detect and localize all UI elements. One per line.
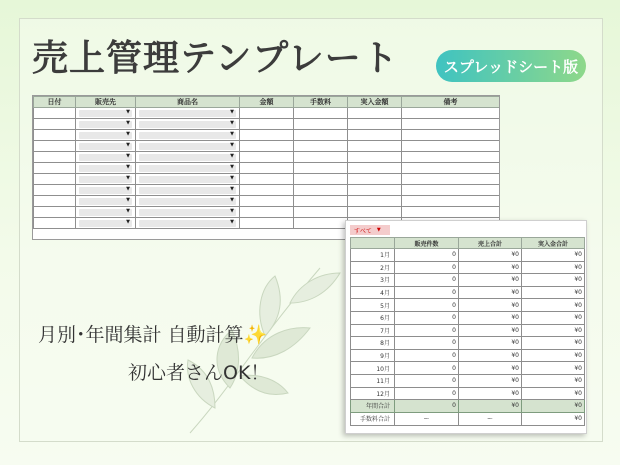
product-cell[interactable] bbox=[136, 141, 240, 152]
count-cell: 0 bbox=[395, 374, 459, 387]
count-cell: ー bbox=[395, 412, 459, 425]
amount-cell[interactable] bbox=[240, 185, 294, 196]
net-amount-cell[interactable] bbox=[348, 108, 402, 119]
net-cell: ¥0 bbox=[522, 337, 585, 350]
header-sales-total: 売上合計 bbox=[459, 238, 522, 249]
count-cell: 0 bbox=[395, 387, 459, 400]
summary-row bbox=[351, 337, 585, 350]
customer-dropdown[interactable] bbox=[79, 132, 132, 139]
customer-cell[interactable] bbox=[76, 207, 136, 218]
remarks-cell[interactable] bbox=[402, 119, 500, 130]
sales-cell: ¥0 bbox=[459, 387, 522, 400]
month-label: 7月 bbox=[351, 324, 395, 337]
count-cell: 0 bbox=[395, 311, 459, 324]
table-row bbox=[34, 130, 500, 141]
date-cell[interactable] bbox=[34, 163, 76, 174]
amount-cell[interactable] bbox=[240, 119, 294, 130]
summary-row bbox=[351, 274, 585, 287]
product-dropdown[interactable] bbox=[139, 220, 236, 227]
fee-cell[interactable] bbox=[294, 163, 348, 174]
fee-cell[interactable] bbox=[294, 196, 348, 207]
page-title: 売上管理テンプレート bbox=[32, 38, 399, 79]
net-cell: ¥0 bbox=[522, 249, 585, 262]
customer-cell[interactable] bbox=[76, 218, 136, 229]
amount-cell[interactable] bbox=[240, 152, 294, 163]
product-dropdown[interactable] bbox=[139, 121, 236, 128]
net-amount-cell[interactable] bbox=[348, 141, 402, 152]
remarks-cell[interactable] bbox=[402, 163, 500, 174]
product-cell[interactable] bbox=[136, 174, 240, 185]
remarks-cell[interactable] bbox=[402, 130, 500, 141]
sales-cell: ¥0 bbox=[459, 261, 522, 274]
count-cell: 0 bbox=[395, 324, 459, 337]
customer-cell[interactable] bbox=[76, 108, 136, 119]
net-amount-cell[interactable] bbox=[348, 130, 402, 141]
net-cell: ¥0 bbox=[522, 261, 585, 274]
amount-cell[interactable] bbox=[240, 174, 294, 185]
count-cell: 0 bbox=[395, 299, 459, 312]
header-product: 商品名 bbox=[136, 97, 240, 108]
header-date: 日付 bbox=[34, 97, 76, 108]
remarks-cell[interactable] bbox=[402, 152, 500, 163]
net-amount-cell[interactable] bbox=[348, 119, 402, 130]
header-net-total: 実入金合計 bbox=[522, 238, 585, 249]
net-cell: ¥0 bbox=[522, 274, 585, 287]
net-cell: ¥0 bbox=[522, 412, 585, 425]
header-amount: 金額 bbox=[240, 97, 294, 108]
count-cell: 0 bbox=[395, 349, 459, 362]
fee-cell[interactable] bbox=[294, 141, 348, 152]
sales-cell: ¥0 bbox=[459, 299, 522, 312]
customer-cell[interactable] bbox=[76, 141, 136, 152]
customer-dropdown[interactable] bbox=[79, 154, 132, 161]
customer-dropdown[interactable] bbox=[79, 209, 132, 216]
feature-note-text: 月別･年間集計 自動計算 bbox=[38, 324, 244, 346]
product-dropdown[interactable] bbox=[139, 176, 236, 183]
net-amount-cell[interactable] bbox=[348, 163, 402, 174]
remarks-cell[interactable] bbox=[402, 108, 500, 119]
remarks-cell[interactable] bbox=[402, 185, 500, 196]
product-cell[interactable] bbox=[136, 119, 240, 130]
net-amount-cell[interactable] bbox=[348, 174, 402, 185]
customer-dropdown[interactable] bbox=[79, 176, 132, 183]
fee-cell[interactable] bbox=[294, 130, 348, 141]
product-cell[interactable] bbox=[136, 207, 240, 218]
net-cell: ¥0 bbox=[522, 349, 585, 362]
customer-cell[interactable] bbox=[76, 119, 136, 130]
header-sales-count: 販売件数 bbox=[395, 238, 459, 249]
sales-cell: ¥0 bbox=[459, 274, 522, 287]
summary-row bbox=[351, 261, 585, 274]
date-cell[interactable] bbox=[34, 141, 76, 152]
summary-row bbox=[351, 311, 585, 324]
count-cell: 0 bbox=[395, 337, 459, 350]
count-cell: 0 bbox=[395, 249, 459, 262]
month-label: 11月 bbox=[351, 374, 395, 387]
summary-row bbox=[351, 362, 585, 375]
net-amount-cell[interactable] bbox=[348, 185, 402, 196]
date-cell[interactable] bbox=[34, 218, 76, 229]
header-customer: 販売先 bbox=[76, 97, 136, 108]
table-row bbox=[34, 207, 500, 218]
header-month bbox=[351, 238, 395, 249]
count-cell: 0 bbox=[395, 274, 459, 287]
product-cell[interactable] bbox=[136, 196, 240, 207]
month-label: 年間合計 bbox=[351, 400, 395, 413]
sales-cell: ¥0 bbox=[459, 286, 522, 299]
summary-row bbox=[351, 400, 585, 413]
fee-cell[interactable] bbox=[294, 152, 348, 163]
header-remarks: 備考 bbox=[402, 97, 500, 108]
customer-dropdown[interactable] bbox=[79, 110, 132, 117]
table-row bbox=[34, 108, 500, 119]
product-cell[interactable] bbox=[136, 185, 240, 196]
product-dropdown[interactable] bbox=[139, 187, 236, 194]
sales-cell: ¥0 bbox=[459, 337, 522, 350]
month-label: 10月 bbox=[351, 362, 395, 375]
month-label: 2月 bbox=[351, 261, 395, 274]
customer-cell[interactable] bbox=[76, 163, 136, 174]
sales-cell: ¥0 bbox=[459, 324, 522, 337]
table-row bbox=[34, 119, 500, 130]
sales-cell: ー bbox=[459, 412, 522, 425]
sales-header-row bbox=[34, 97, 500, 108]
product-dropdown[interactable] bbox=[139, 198, 236, 205]
remarks-cell[interactable] bbox=[402, 207, 500, 218]
summary-row bbox=[351, 286, 585, 299]
amount-cell[interactable] bbox=[240, 163, 294, 174]
net-cell: ¥0 bbox=[522, 299, 585, 312]
product-cell[interactable] bbox=[136, 152, 240, 163]
net-cell: ¥0 bbox=[522, 387, 585, 400]
product-dropdown[interactable] bbox=[139, 154, 236, 161]
date-cell[interactable] bbox=[34, 185, 76, 196]
summary-row bbox=[351, 349, 585, 362]
customer-cell[interactable] bbox=[76, 130, 136, 141]
summary-row bbox=[351, 387, 585, 400]
sales-sheet bbox=[32, 95, 500, 240]
product-dropdown[interactable] bbox=[139, 209, 236, 216]
amount-cell[interactable] bbox=[240, 196, 294, 207]
product-dropdown[interactable] bbox=[139, 165, 236, 172]
sales-cell: ¥0 bbox=[459, 362, 522, 375]
filter-label: すべて bbox=[354, 227, 372, 235]
customer-cell[interactable] bbox=[76, 152, 136, 163]
customer-dropdown[interactable] bbox=[79, 143, 132, 150]
summary-row bbox=[351, 374, 585, 387]
fee-cell[interactable] bbox=[294, 207, 348, 218]
customer-cell[interactable] bbox=[76, 196, 136, 207]
summary-sheet bbox=[345, 220, 587, 434]
net-cell: ¥0 bbox=[522, 400, 585, 413]
net-amount-cell[interactable] bbox=[348, 152, 402, 163]
date-cell[interactable] bbox=[34, 196, 76, 207]
customer-dropdown[interactable] bbox=[79, 220, 132, 227]
fee-cell[interactable] bbox=[294, 174, 348, 185]
month-label: 12月 bbox=[351, 387, 395, 400]
count-cell: 0 bbox=[395, 362, 459, 375]
product-dropdown[interactable] bbox=[139, 132, 236, 139]
remarks-cell[interactable] bbox=[402, 141, 500, 152]
amount-cell[interactable] bbox=[240, 207, 294, 218]
summary-row bbox=[351, 299, 585, 312]
net-cell: ¥0 bbox=[522, 311, 585, 324]
month-label: 9月 bbox=[351, 349, 395, 362]
date-cell[interactable] bbox=[34, 174, 76, 185]
customer-dropdown[interactable] bbox=[79, 187, 132, 194]
feature-note-auto-calc bbox=[38, 320, 267, 347]
table-row bbox=[34, 196, 500, 207]
product-cell[interactable] bbox=[136, 218, 240, 229]
month-label: 3月 bbox=[351, 274, 395, 287]
net-amount-cell[interactable] bbox=[348, 207, 402, 218]
product-cell[interactable] bbox=[136, 108, 240, 119]
customer-dropdown[interactable] bbox=[79, 198, 132, 205]
net-cell: ¥0 bbox=[522, 362, 585, 375]
sales-cell: ¥0 bbox=[459, 374, 522, 387]
summary-row bbox=[351, 249, 585, 262]
net-cell: ¥0 bbox=[522, 374, 585, 387]
summary-row bbox=[351, 324, 585, 337]
chevron-down-icon: ▼ bbox=[376, 227, 381, 233]
feature-note-beginner: 初心者さんOK！ bbox=[128, 362, 270, 384]
customer-cell[interactable] bbox=[76, 185, 136, 196]
table-row bbox=[34, 141, 500, 152]
filter-dropdown[interactable] bbox=[350, 225, 390, 235]
count-cell: 0 bbox=[395, 400, 459, 413]
fee-cell[interactable] bbox=[294, 218, 348, 229]
header-net-amount: 実入金額 bbox=[348, 97, 402, 108]
product-cell[interactable] bbox=[136, 163, 240, 174]
net-amount-cell[interactable] bbox=[348, 196, 402, 207]
table-row bbox=[34, 174, 500, 185]
count-cell: 0 bbox=[395, 261, 459, 274]
spreadsheet-badge: スプレッドシート版 bbox=[436, 50, 586, 82]
month-label: 手数料合計 bbox=[351, 412, 395, 425]
table-row bbox=[34, 152, 500, 163]
count-cell: 0 bbox=[395, 286, 459, 299]
sales-cell: ¥0 bbox=[459, 311, 522, 324]
sparkle-icon: ✨ bbox=[243, 324, 268, 346]
summary-row bbox=[351, 412, 585, 425]
header-fee: 手数料 bbox=[294, 97, 348, 108]
date-cell[interactable] bbox=[34, 152, 76, 163]
product-cell[interactable] bbox=[136, 130, 240, 141]
table-row bbox=[34, 185, 500, 196]
amount-cell[interactable] bbox=[240, 218, 294, 229]
month-label: 4月 bbox=[351, 286, 395, 299]
date-cell[interactable] bbox=[34, 108, 76, 119]
fee-cell[interactable] bbox=[294, 108, 348, 119]
fee-cell[interactable] bbox=[294, 119, 348, 130]
amount-cell[interactable] bbox=[240, 108, 294, 119]
month-label: 5月 bbox=[351, 299, 395, 312]
table-row bbox=[34, 163, 500, 174]
summary-header-row bbox=[351, 238, 585, 249]
sales-cell: ¥0 bbox=[459, 249, 522, 262]
date-cell[interactable] bbox=[34, 119, 76, 130]
sales-cell: ¥0 bbox=[459, 349, 522, 362]
date-cell[interactable] bbox=[34, 207, 76, 218]
remarks-cell[interactable] bbox=[402, 196, 500, 207]
remarks-cell[interactable] bbox=[402, 174, 500, 185]
customer-cell[interactable] bbox=[76, 174, 136, 185]
sales-cell: ¥0 bbox=[459, 400, 522, 413]
product-dropdown[interactable] bbox=[139, 110, 236, 117]
net-cell: ¥0 bbox=[522, 286, 585, 299]
fee-cell[interactable] bbox=[294, 185, 348, 196]
month-label: 8月 bbox=[351, 337, 395, 350]
product-dropdown[interactable] bbox=[139, 143, 236, 150]
amount-cell[interactable] bbox=[240, 141, 294, 152]
date-cell[interactable] bbox=[34, 130, 76, 141]
month-label: 6月 bbox=[351, 311, 395, 324]
month-label: 1月 bbox=[351, 249, 395, 262]
net-cell: ¥0 bbox=[522, 324, 585, 337]
amount-cell[interactable] bbox=[240, 130, 294, 141]
customer-dropdown[interactable] bbox=[79, 121, 132, 128]
customer-dropdown[interactable] bbox=[79, 165, 132, 172]
